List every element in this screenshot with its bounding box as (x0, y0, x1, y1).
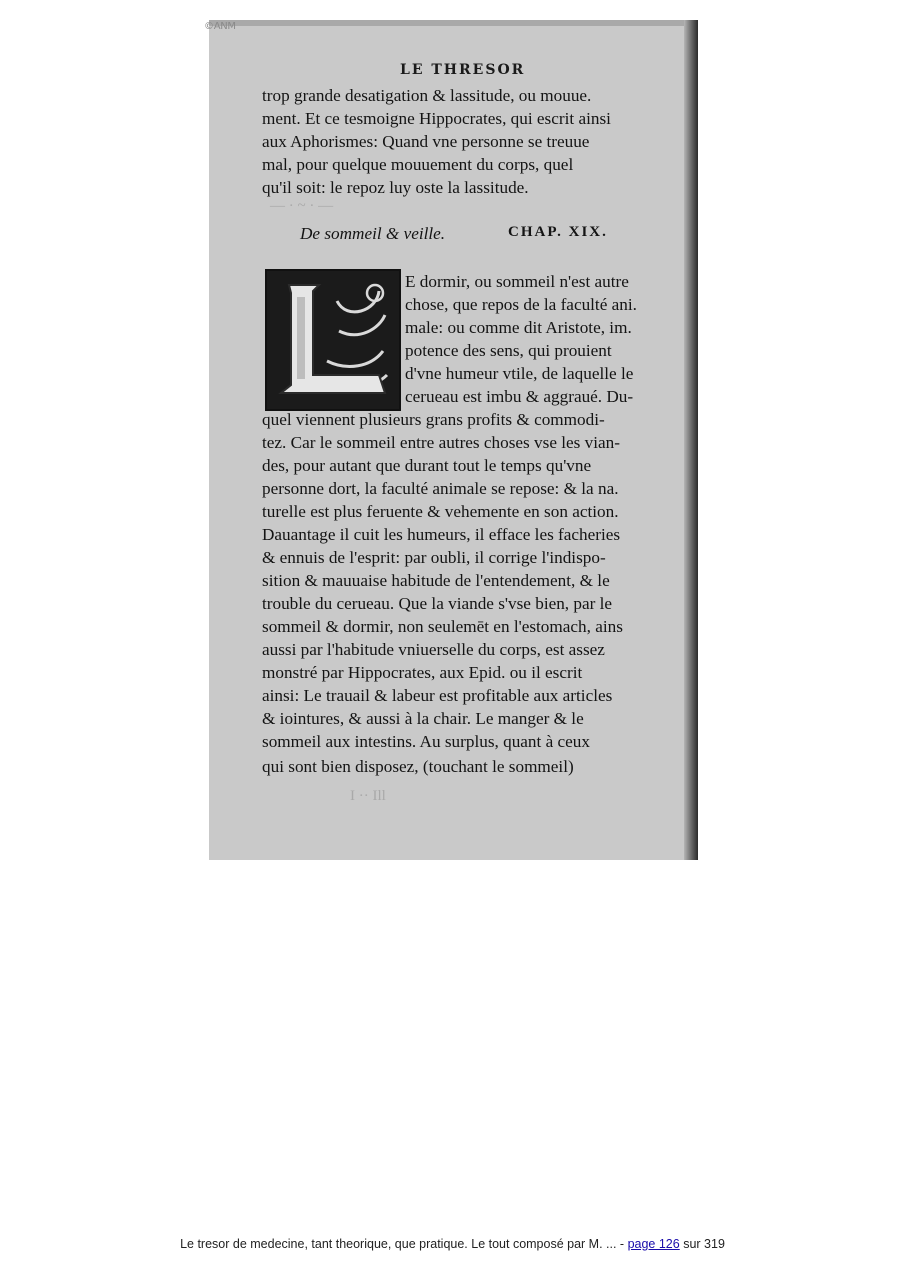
text-line: & ennuis de l'esprit: par oubli, il corrige l'indispo- (262, 548, 606, 567)
text-line: quel viennent plusieurs grans profits & commodi- (262, 410, 605, 429)
text-line: turelle est plus feruente & vehemente en son action. (262, 502, 619, 521)
text-line: tez. Car le sommeil entre autres choses vse les vian- (262, 433, 620, 452)
text-line: aux Aphorismes: Quand vne personne se treuue (262, 132, 590, 151)
viewer-footer (0, 1237, 905, 1251)
running-head: LE THRESOR (400, 62, 526, 78)
bleed-through: — · ~ · — (270, 198, 334, 214)
text-line: mal, pour quelque mouuement du corps, quel (262, 155, 574, 174)
text-line: sommeil aux intestins. Au surplus, quant à ceux (262, 732, 590, 751)
chapter-number: CHAP. XIX. (508, 224, 608, 240)
text-line: trouble du cerueau. Que la viande s'vse bien, par le (262, 594, 613, 613)
text-line: & iointures, & aussi à la chair. Le manger & le (262, 709, 584, 728)
text-line: sommeil & dormir, non seulemēt en l'estomach, ains (262, 617, 623, 636)
text-line: Dauantage il cuit les humeurs, il efface les facheries (262, 525, 621, 544)
text-line: E dormir, ou sommeil n'est autre (405, 272, 629, 291)
text-line: ainsi: Le trauail & labeur est profitable aux articles (262, 686, 613, 705)
text-line: potence des sens, qui prouient (405, 341, 612, 360)
watermark: ©ANM (204, 21, 236, 32)
text-line: personne dort, la faculté animale se repose: & la na. (262, 479, 619, 498)
bleed-through: I ·· Ill (350, 788, 386, 804)
ornamental-initial-l-icon (267, 271, 399, 409)
text-line: trop grande desatigation & lassitude, ou mouue. (262, 86, 592, 105)
text-line: d'vne humeur vtile, de laquelle le (405, 364, 634, 383)
text-line: des, pour autant que durant tout le temps qu'vne (262, 456, 592, 475)
text-line: aussi par l'habitude vniuerselle du corps, est assez (262, 640, 605, 659)
page-binding-shadow (684, 20, 698, 860)
text-line: cerueau est imbu & aggraué. Du- (405, 387, 634, 406)
text-line: qui sont bien disposez, (touchant le sommeil) (262, 757, 574, 776)
page-top-shadow (209, 20, 698, 26)
footer-title: Le tresor de medecine, tant theorique, que pratique. Le tout composé par M. ... - (180, 1237, 625, 1251)
text-line: sition & mauuaise habitude de l'entendement, & le (262, 571, 610, 590)
text-line: monstré par Hippocrates, aux Epid. ou il escrit (262, 663, 583, 682)
text-line: qu'il soit: le repoz luy oste la lassitude. (262, 178, 529, 197)
footer-page-count: sur 319 (683, 1237, 725, 1251)
ornamental-initial-l (265, 269, 401, 411)
text-line: ment. Et ce tesmoigne Hippocrates, qui escrit ainsi (262, 109, 611, 128)
text-line: male: ou comme dit Aristote, im. (405, 318, 632, 337)
chapter-title: De sommeil & veille. (300, 224, 446, 243)
page-link[interactable]: page 126 (627, 1237, 680, 1251)
text-line: chose, que repos de la faculté ani. (405, 295, 637, 314)
